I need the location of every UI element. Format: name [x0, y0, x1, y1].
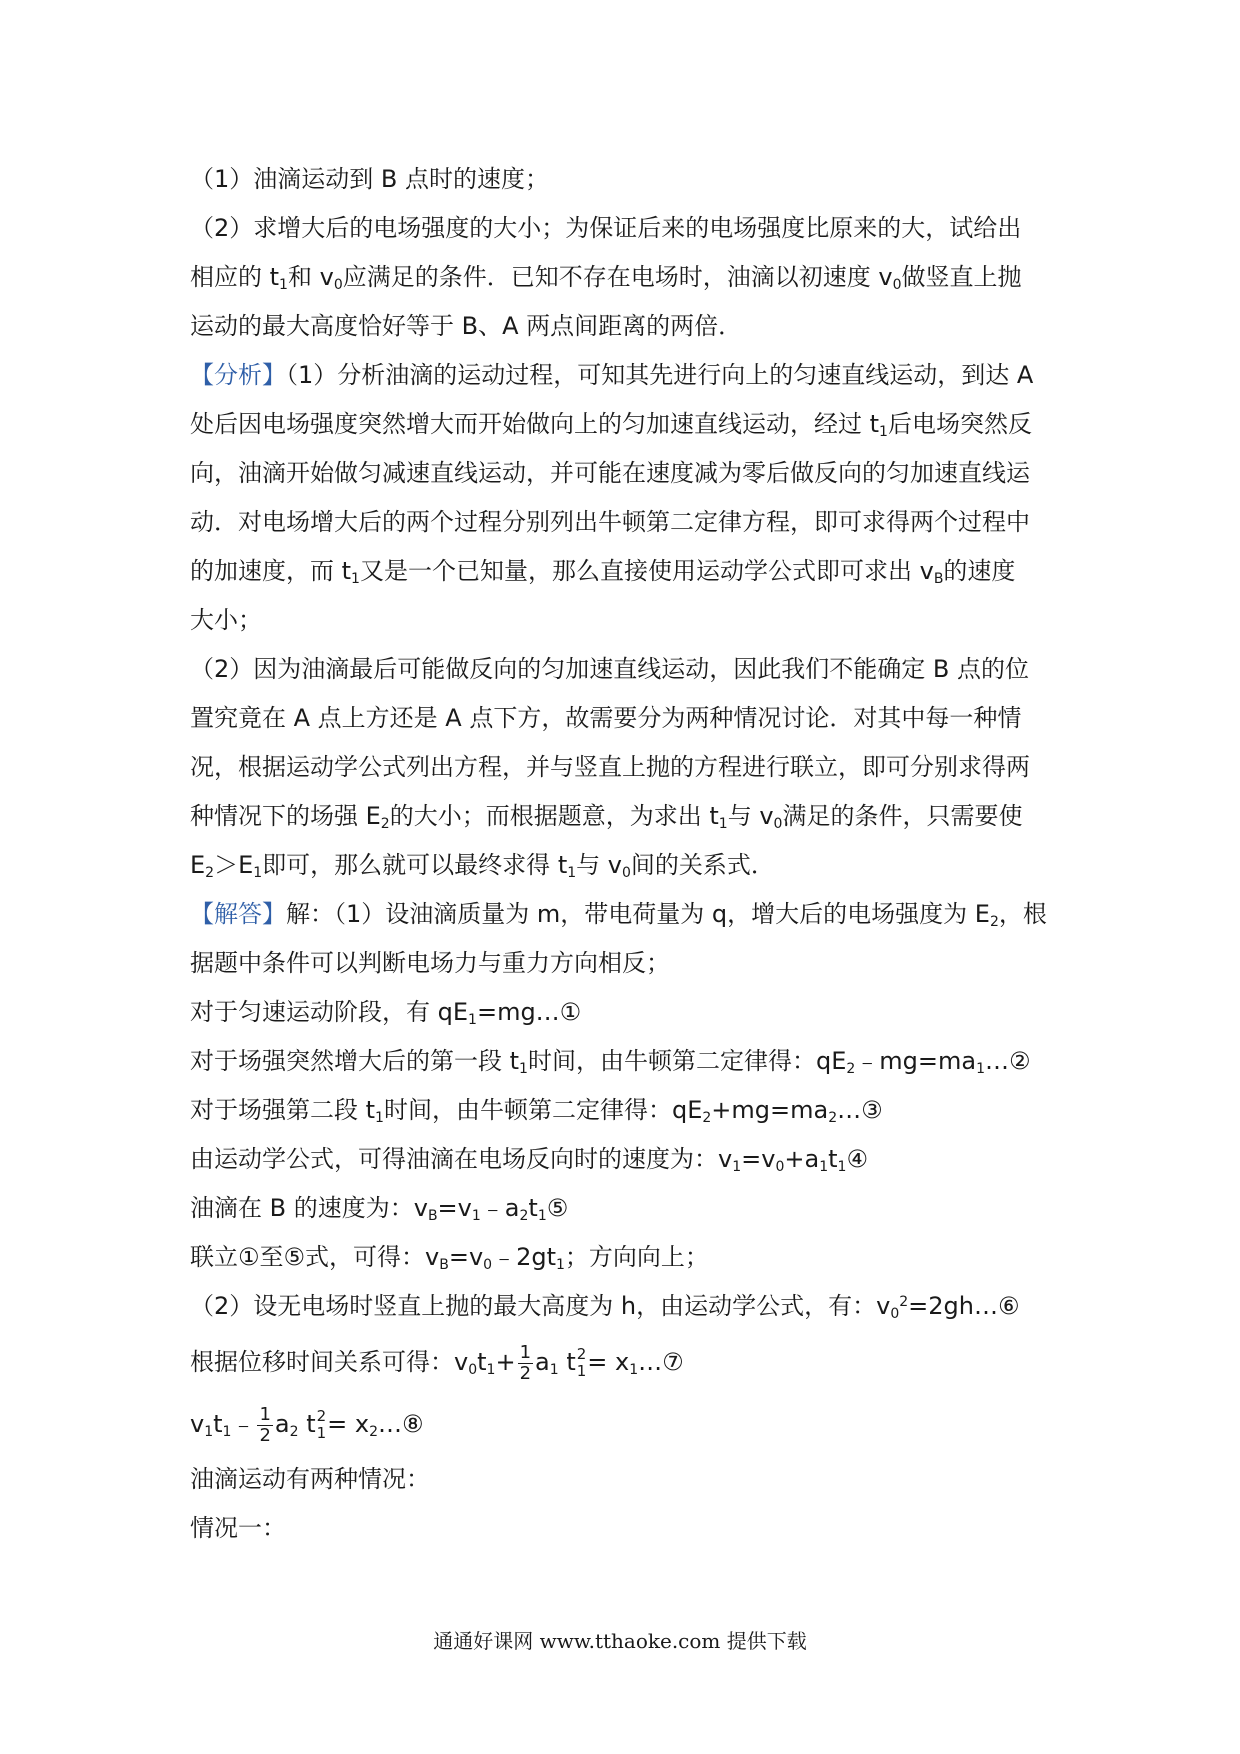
fraction-half: $\frac{1}{2}$ — [259, 1403, 271, 1446]
document-body — [190, 155, 1065, 1553]
equation-5: 油滴在 B 的速度为：$v_B=v_1﹣a_2t_1⑤$ — [190, 1194, 569, 1224]
analysis-heading: 【分析】（1）分析油滴的运动过程，可知其先进行向上的匀速直线运动，到达 A — [190, 361, 1034, 389]
solution-line: 据题中条件可以判断电场力与重力方向相反； — [190, 949, 670, 977]
question-part-2-end: 运动的最大高度恰好等于 B、A 两点间距离的两倍． — [190, 312, 743, 340]
page-footer: 通通好课网 www.tthaoke.com 提供下载 — [433, 1629, 807, 1653]
solution-line: 油滴运动有两种情况： — [190, 1465, 430, 1493]
question-part-2: （2）求增大后的电场强度的大小；为保证后来的电场强度比原来的大，试给出 — [190, 214, 1022, 242]
analysis-line: 置究竟在 A 点上方还是 A 点下方，故需要分为两种情况讨论．对其中每一种情 — [190, 704, 1022, 732]
analysis-line: 的加速度，而 $t_1$又是一个已知量，那么直接使用运动学公式即可求出 $v_B$的速度 — [190, 557, 1016, 587]
equation-4: 由运动学公式，可得油滴在电场反向时的速度为：$v_1=v_0+a_1t_1④$ — [190, 1145, 868, 1175]
equation-2: 对于场强突然增大后的第一段 $t_1$时间，由牛顿第二定律得：$qE_2﹣mg=ma_1\dots ②$ — [190, 1047, 1031, 1077]
result-vb: 联立①至⑤式，可得：$v_B=v_0﹣2gt_1$；方向向上； — [190, 1243, 709, 1273]
superscript-subscript: 2 1 — [576, 1345, 587, 1380]
analysis-line: 况，根据运动学公式列出方程，并与竖直上抛的方程进行联立，即可分别求得两 — [190, 753, 1030, 781]
analysis-line: 动．对电场增大后的两个过程分别列出牛顿第二定律方程，即可求得两个过程中 — [190, 508, 1030, 536]
equation-7: 根据位移时间关系可得：$v_0t_1+$ $\frac{1}{2}$ $a_1$ t 2 1 = $x_1\dots ⑦$ — [190, 1341, 684, 1384]
analysis-line: 处后因电场强度突然增大而开始做向上的匀加速直线运动，经过 $t_1$后电场突然反 — [190, 410, 1032, 440]
analysis-line: （2）因为油滴最后可能做反向的匀加速直线运动，因此我们不能确定 B 点的位 — [190, 655, 1029, 683]
equation-6: （2）设无电场时竖直上抛的最大高度为 h，由运动学公式，有：$v_0^2=2gh\dots ⑥$ — [190, 1292, 1020, 1322]
analysis-line: $E_2>E_1$即可，那么就可以最终求得 $t_1$与 $v_0$间的关系式． — [190, 851, 775, 881]
equation-8: $v_1t_1﹣$ $\frac{1}{2}$ $a_2$ t 2 1 = $x_2\dots ⑧$ — [190, 1403, 424, 1446]
fraction-half: $\frac{1}{2}$ — [519, 1341, 532, 1384]
analysis-line: 向，油滴开始做匀减速直线运动，并可能在速度减为零后做反向的匀加速直线运 — [190, 459, 1030, 487]
analysis-line: 大小； — [190, 606, 262, 634]
equation-3: 对于场强第二段 $t_1$时间，由牛顿第二定律得：$qE_2+mg=ma_2\dots ③$ — [190, 1096, 883, 1126]
analysis-tag: 【分析】 — [190, 361, 286, 389]
superscript-subscript: 2 1 — [316, 1407, 327, 1442]
solution-heading: 【解答】解：（1）设油滴质量为 m，带电荷量为 q，增大后的电场强度为 $E_2$，根 — [190, 900, 1047, 930]
solution-tag: 【解答】 — [190, 900, 286, 928]
question-part-1: （1）油滴运动到 B 点时的速度； — [190, 165, 549, 193]
case-one-label: 情况一： — [190, 1514, 286, 1542]
question-part-2-cont: 相应的 $t_1$和 $v_0$应满足的条件．已知不存在电场时，油滴以初速度 $v_0$做竖直上抛 — [190, 263, 1022, 293]
equation-1: 对于匀速运动阶段，有 $qE_1=mg\dots ①$ — [190, 998, 582, 1028]
analysis-line: 种情况下的场强 $E_2$的大小；而根据题意，为求出 $t_1$与 $v_0$满足的条件，只需要使 — [190, 802, 1023, 832]
